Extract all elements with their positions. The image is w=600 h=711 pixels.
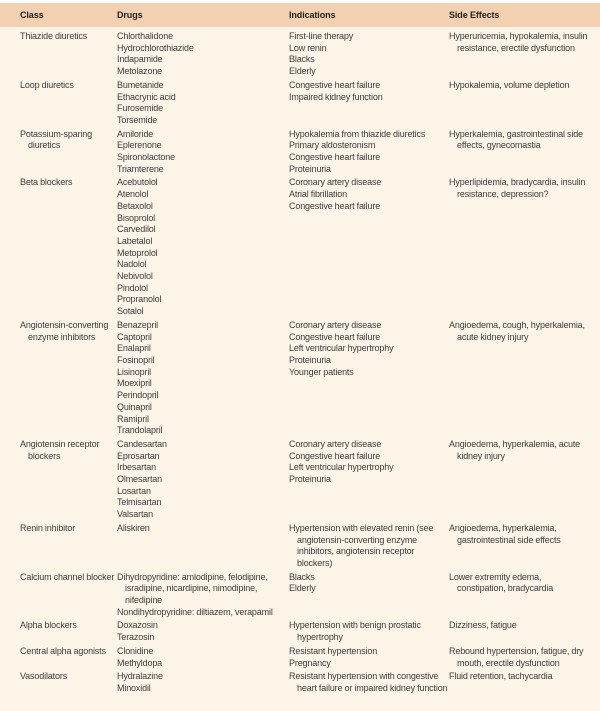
class-cell [20, 129, 117, 176]
cell-line: Resistant hypertension with congestive heart failure or impaired kidney function [289, 671, 448, 693]
cell-line: Congestive heart failure [289, 331, 381, 342]
cell-line: Thiazide diuretics [20, 31, 88, 41]
cell-line: Triamterene [117, 163, 164, 174]
cell-line: Hydralazine [117, 671, 163, 682]
cell-line: Carvedilol [117, 224, 156, 235]
cell-line: Spironolactone [117, 152, 175, 163]
cell-line: Low renin [289, 42, 327, 53]
table-row [20, 175, 592, 317]
side-effects-cell [449, 31, 592, 78]
cell-line: Younger patients [289, 366, 354, 377]
cell-line: Primary aldosteronism [289, 140, 376, 151]
side-effects-cell [449, 320, 592, 437]
cell-line: Atrial fibrillation [289, 189, 347, 200]
cell-line: Potassium-sparing diuretics [20, 128, 92, 151]
class-cell [20, 523, 117, 570]
cell-line: Eprosartan [117, 450, 160, 461]
cell-line: Metolazone [117, 66, 163, 77]
cell-line: Fosinopril [117, 354, 155, 365]
cell-line: Congestive heart failure [289, 450, 381, 461]
indications-cell [289, 620, 449, 643]
indications-cell [289, 523, 449, 570]
cell-line: Congestive heart failure [289, 200, 381, 211]
table-header-row [0, 3, 600, 27]
cell-line: Acebutolol [117, 177, 158, 188]
column-header-drugs: Drugs [117, 10, 143, 20]
indications-cell [289, 439, 449, 521]
cell-line: Impaired kidney function [289, 91, 383, 102]
drugs-cell [117, 620, 289, 643]
cell-line: Doxazosin [117, 620, 158, 631]
drugs-cell [117, 177, 289, 317]
indications-cell [289, 177, 449, 317]
table-row [20, 570, 592, 619]
table-row [20, 669, 592, 694]
class-cell [20, 439, 117, 521]
cell-line: Ethacrynic acid [117, 91, 176, 102]
side-effects-cell [449, 177, 592, 317]
cell-line: Captopril [117, 331, 152, 342]
cell-line: Fluid retention, tachycardia [449, 671, 553, 682]
cell-line: Labetalol [117, 235, 153, 246]
column-header-class: Class [20, 10, 44, 20]
table-row [20, 437, 592, 521]
cell-line: Proteinuria [289, 163, 331, 174]
cell-line: Vasodilators [20, 671, 68, 682]
cell-line: Congestive heart failure [289, 79, 381, 90]
class-cell [20, 31, 117, 78]
side-effects-cell [449, 572, 592, 619]
cell-line: Loop diuretics [20, 79, 74, 90]
cell-line: Olmesartan [117, 474, 163, 485]
cell-line: Nadolol [117, 259, 147, 270]
class-cell [20, 177, 117, 317]
cell-line: Alpha blockers [20, 620, 77, 631]
drugs-cell [117, 671, 289, 694]
cell-line: Losartan [117, 485, 151, 496]
cell-line: Benazepril [117, 319, 159, 330]
cell-line: Blacks [289, 54, 315, 65]
cell-line: Aliskiren [117, 522, 150, 533]
cell-line: Angiotensin-converting enzyme inhibitors [20, 319, 109, 342]
cell-line: Hyperuricemia, hypokalemia, insulin resistance, erectile dysfunction [449, 31, 588, 53]
side-effects-cell [449, 80, 592, 127]
cell-line: Methyldopa [117, 657, 163, 668]
cell-line: Furosemide [117, 103, 164, 114]
table-row [20, 644, 592, 669]
cell-line: Moexipril [117, 378, 152, 389]
cell-line: Lower extremity edema, constipation, bradycardia [449, 571, 554, 594]
side-effects-cell [449, 439, 592, 521]
cell-line: Bisoprolol [117, 212, 156, 223]
drugs-cell [117, 572, 289, 619]
drugs-cell [117, 31, 289, 78]
cell-line: Atenolol [117, 189, 149, 200]
indications-cell [289, 671, 449, 694]
table-row [20, 318, 592, 437]
cell-line: Elderly [289, 583, 316, 594]
cell-line: Elderly [289, 66, 316, 77]
cell-line: Coronary artery disease [289, 438, 382, 449]
cell-line: Calcium channel blocker [20, 571, 115, 582]
cell-line: Pindolol [117, 282, 148, 293]
cell-line: Angiotensin receptor blockers [20, 438, 100, 461]
table-row [20, 30, 592, 78]
cell-line: Chlorthalidone [117, 31, 173, 41]
column-header-side-effects: Side Effects [449, 10, 500, 20]
cell-line: Blacks [289, 571, 315, 582]
cell-line: Terazosin [117, 632, 155, 643]
table-row [20, 618, 592, 643]
cell-line: Coronary artery disease [289, 319, 382, 330]
indications-cell [289, 80, 449, 127]
indications-cell [289, 320, 449, 437]
drugs-cell [117, 320, 289, 437]
cell-line: Sotalol [117, 306, 144, 317]
cell-line: Angioedema, cough, hyperkalemia, acute kidney injury [449, 319, 585, 342]
cell-line: Quinapril [117, 401, 152, 412]
cell-line: Eplerenone [117, 140, 162, 151]
cell-line: First-line therapy [289, 31, 354, 41]
table-body [0, 27, 600, 711]
cell-line: Hydrochlorothiazide [117, 42, 194, 53]
cell-line: Betaxolol [117, 200, 153, 211]
cell-line: Hyperlipidemia, bradycardia, insulin resistance, depression? [449, 177, 586, 200]
indications-cell [289, 129, 449, 176]
class-cell [20, 80, 117, 127]
cell-line: Clonidine [117, 645, 154, 656]
cell-line: Rebound hypertension, fatigue, dry mouth, erectile dysfunction [449, 645, 584, 668]
cell-line: Minoxidil [117, 682, 151, 693]
class-cell [20, 572, 117, 619]
cell-line: Dihydropyridine: amlodipine, felodipine, isradipine, nicardipine, nimodipine, nifedipine [117, 571, 268, 606]
cell-line: Ramipril [117, 413, 149, 424]
cell-line: Resistant hypertension [289, 645, 378, 656]
cell-line: Congestive heart failure [289, 152, 381, 163]
class-cell [20, 646, 117, 669]
cell-line: Proteinuria [289, 474, 331, 485]
cell-line: Perindopril [117, 390, 159, 401]
cell-line: Torsemide [117, 114, 158, 125]
table-row [20, 127, 592, 176]
indications-cell [289, 31, 449, 78]
cell-line: Nondihydropyridine: diltiazem, verapamil [117, 606, 273, 617]
cell-line: Enalapril [117, 343, 151, 354]
table-row [20, 521, 592, 570]
class-cell [20, 671, 117, 694]
drugs-cell [117, 646, 289, 669]
cell-line: Valsartan [117, 509, 154, 520]
side-effects-cell [449, 620, 592, 643]
cell-line: Angioedema, hyperkalemia, acute kidney injury [449, 438, 581, 461]
cell-line: Irbesartan [117, 462, 157, 473]
class-cell [20, 320, 117, 437]
cell-line: Indapamide [117, 54, 163, 65]
cell-line: Propranolol [117, 294, 162, 305]
column-header-indications: Indications [289, 10, 336, 20]
indications-cell [289, 572, 449, 619]
drugs-cell [117, 439, 289, 521]
cell-line: Renin inhibitor [20, 522, 76, 533]
cell-line: Telmisartan [117, 497, 162, 508]
cell-line: Angioedema, hyperkalemia, gastrointestinal side effects [449, 522, 561, 545]
side-effects-cell [449, 523, 592, 570]
cell-line: Central alpha agonists [20, 645, 106, 656]
drugs-cell [117, 523, 289, 570]
cell-line: Left ventricular hypertrophy [289, 462, 394, 473]
cell-line: Beta blockers [20, 177, 73, 188]
cell-line: Proteinuria [289, 354, 331, 365]
class-cell [20, 620, 117, 643]
cell-line: Nebivolol [117, 271, 153, 282]
cell-line: Dizziness, fatigue [449, 620, 517, 631]
cell-line: Hypokalemia, volume depletion [449, 79, 570, 90]
cell-line: Trandolapril [117, 425, 163, 436]
table-row [20, 78, 592, 127]
side-effects-cell [449, 646, 592, 669]
side-effects-cell [449, 129, 592, 176]
cell-line: Hyperkalemia, gastrointestinal side effects, gynecomastia [449, 128, 583, 151]
cell-line: Hypertension with elevated renin (see angiotensin-converting enzyme inhibitors, angiotensin receptor blockers) [289, 522, 434, 568]
drugs-cell [117, 80, 289, 127]
side-effects-cell [449, 671, 592, 694]
cell-line: Coronary artery disease [289, 177, 382, 188]
cell-line: Bumetanide [117, 79, 164, 90]
cell-line: Metoprolol [117, 247, 158, 258]
indications-cell [289, 646, 449, 669]
cell-line: Hypertension with benign prostatic hypertrophy [289, 620, 421, 643]
cell-line: Candesartan [117, 438, 167, 449]
cell-line: Hypokalemia from thiazide diuretics [289, 128, 426, 139]
drugs-cell [117, 129, 289, 176]
cell-line: Pregnancy [289, 657, 331, 668]
cell-line: Lisinopril [117, 366, 152, 377]
cell-line: Amiloride [117, 128, 154, 139]
cell-line: Left ventricular hypertrophy [289, 343, 394, 354]
